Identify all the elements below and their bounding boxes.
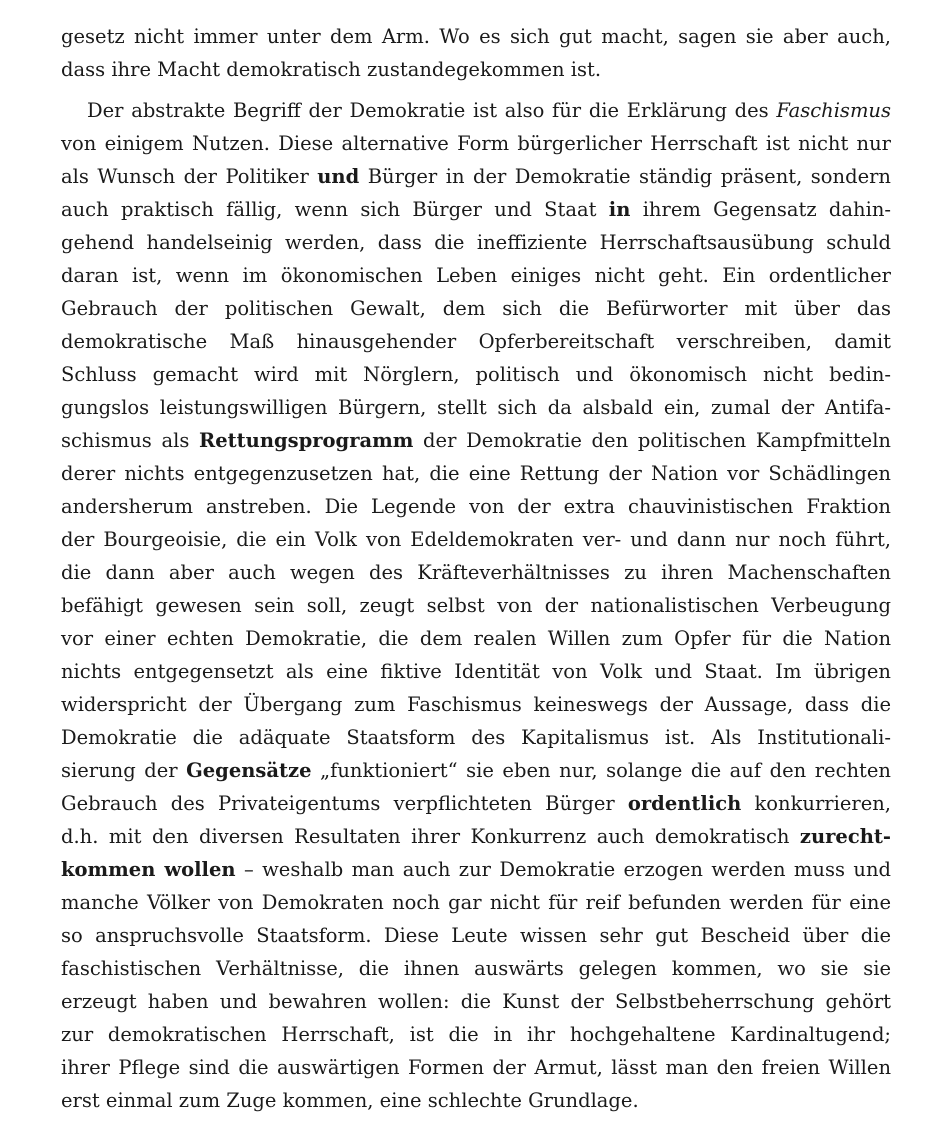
text-line [61,952,891,985]
text-line [61,325,891,358]
text-line [61,754,891,787]
text-segment: Der abstrakte Begriff der Demokratie ist also für die Erklärung des [87,99,777,122]
bold-text: zurecht- [799,825,891,848]
text-segment: als Wunsch der Politiker [61,165,318,188]
text-line [61,292,891,325]
text-segment: der Bourgeoisie, die ein Volk von Edeldemokraten ver- und dann nur noch führt, [61,528,891,551]
text-line [61,226,891,259]
text-line [61,424,891,457]
text-line [61,160,891,193]
text-line [61,655,891,688]
text-segment: konkurrieren, [741,792,891,815]
bold-text: kommen wollen [61,858,236,881]
text-line [61,391,891,424]
text-segment: faschistischen Verhältnisse, die ihnen auswärts gelegen kommen, wo sie sie [61,957,891,980]
bold-text: ordentlich [627,792,742,815]
bold-text: und [317,165,360,188]
bold-text: in [608,198,631,221]
text-line [61,820,891,853]
text-segment: Demokratie die adäquate Staatsform des Kapitalismus ist. Als Institutionali- [61,726,891,749]
bold-text: Rettungsprogramm [199,429,414,452]
text-segment: die dann aber auch wegen des Kräfteverhältnisses zu ihren Machenschaften [61,561,891,584]
text-segment: zur demokratischen Herrschaft, ist die in ihr hochgehaltene Kardinaltugend; [61,1023,891,1046]
text-line [61,556,891,589]
text-segment: gehend handelseinig werden, dass die ineffiziente Herrschaftsausübung schuld [61,231,891,254]
text-segment: ihrem Gegensatz dahin- [630,198,891,221]
text-segment: derer nichts entgegenzusetzen hat, die eine Rettung der Nation vor Schädlingen [61,462,891,485]
text-line [61,853,891,886]
text-line [61,127,891,160]
text-segment: Bürger in der Demokratie ständig präsent, sondern [359,165,891,188]
text-segment: – weshalb man auch zur Demokratie erzogen werden muss und [235,858,891,881]
paragraph-main [61,94,891,1117]
text-segment: vor einer echten Demokratie, die dem realen Willen zum Opfer für die Nation [61,627,891,650]
text-line [61,193,891,226]
text-line [61,985,891,1018]
text-segment: Gebrauch des Privateigentums verpflichteten Bürger [61,792,628,815]
text-segment: erzeugt haben und bewahren wollen: die Kunst der Selbstbeherrschung gehört [61,990,891,1013]
text-line [61,523,891,556]
text-segment: von einigem Nutzen. Diese alternative Form bürgerlicher Herrschaft ist nicht nur [61,132,891,155]
text-line [61,1018,891,1051]
text-segment: manche Völker von Demokraten noch gar nicht für reif befunden werden für eine [61,891,891,914]
text-segment: demokratische Maß hinausgehender Opferbereitschaft verschreiben, damit [61,330,891,353]
italic-text: Faschismus [776,99,891,122]
text-line [61,886,891,919]
text-line [61,721,891,754]
text-segment: erst einmal zum Zuge kommen, eine schlechte Grundlage. [61,1089,639,1112]
text-segment: d.h. mit den diversen Resultaten ihrer Konkurrenz auch demokratisch [61,825,800,848]
text-segment: auch praktisch fällig, wenn sich Bürger und Staat [61,198,609,221]
text-segment: schismus als [61,429,200,452]
text-line [61,94,891,127]
text-segment: dass ihre Macht demokratisch zustandegekommen ist. [61,58,602,81]
text-segment: gesetz nicht immer unter dem Arm. Wo es sich gut macht, sagen sie aber auch, [61,25,891,48]
text-segment: Schluss gemacht wird mit Nörglern, politisch und ökonomisch nicht bedin- [61,363,891,386]
bold-text: Gegensätze [186,759,312,782]
text-line [61,259,891,292]
text-line [61,688,891,721]
text-segment: daran ist, wenn im ökonomischen Leben einiges nicht geht. Ein ordentlicher [61,264,891,287]
text-segment: der Demokratie den politischen Kampfmitteln [413,429,891,452]
text-segment: „funktioniert“ sie eben nur, solange die auf den rechten [311,759,891,782]
text-line [61,358,891,391]
text-line [61,622,891,655]
text-line [61,919,891,952]
text-segment: befähigt gewesen sein soll, zeugt selbst von der nationalistischen Verbeugung [61,594,891,617]
document-page [61,20,891,1117]
text-line [61,1051,891,1084]
text-segment: so anspruchsvolle Staatsform. Diese Leute wissen sehr gut Bescheid über die [61,924,891,947]
text-segment: gungslos leistungswilligen Bürgern, stellt sich da alsbald ein, zumal der Antifa- [61,396,891,419]
text-line [61,20,891,53]
text-segment: andersherum anstreben. Die Legende von der extra chauvinistischen Fraktion [61,495,891,518]
text-line [61,490,891,523]
paragraph-gap [61,86,891,94]
text-line [61,787,891,820]
text-line [61,589,891,622]
text-line [61,1084,891,1117]
text-segment: ihrer Pflege sind die auswärtigen Formen der Armut, lässt man den freien Willen [61,1056,891,1079]
paragraph-continuation [61,20,891,86]
text-line [61,457,891,490]
text-segment: sierung der [61,759,187,782]
text-segment: widerspricht der Übergang zum Faschismus keineswegs der Aussage, dass die [61,693,891,716]
text-segment: Gebrauch der politischen Gewalt, dem sich die Befürworter mit über das [61,297,891,320]
text-line [61,53,891,86]
text-segment: nichts entgegensetzt als eine fiktive Identität von Volk und Staat. Im übrigen [61,660,891,683]
